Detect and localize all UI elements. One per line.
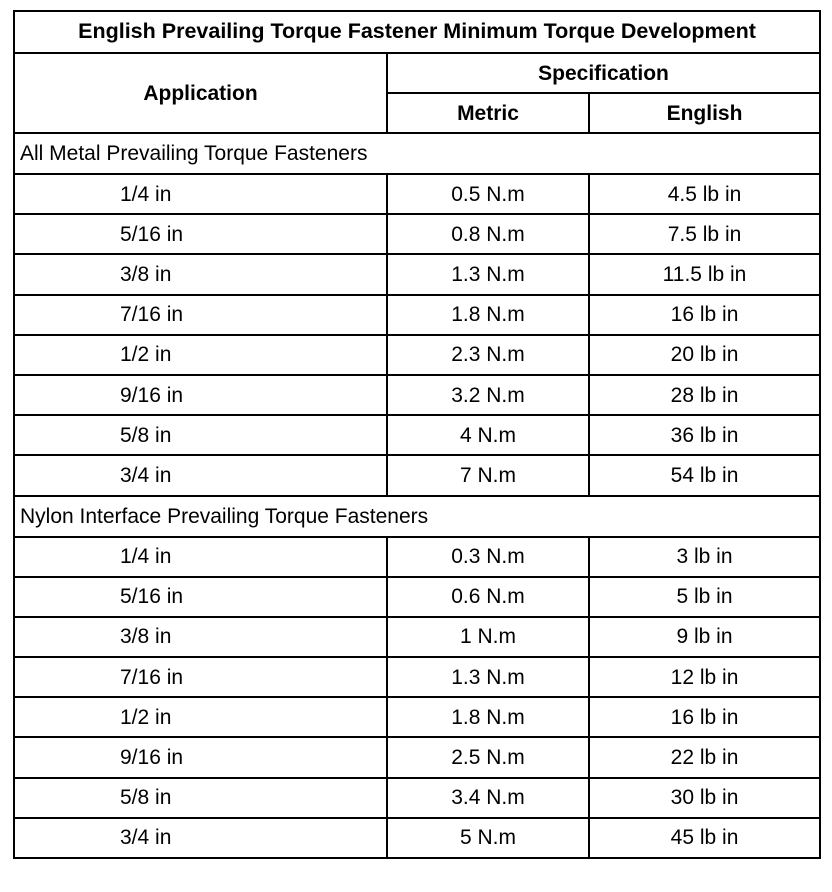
application-cell: 5/8 in [14, 778, 387, 818]
metric-cell: 1.8 N.m [387, 295, 589, 335]
english-cell: 54 lb in [589, 455, 820, 495]
application-cell: 3/4 in [14, 455, 387, 495]
section-row [14, 496, 820, 537]
application-header: Application [14, 53, 387, 133]
application-cell: 1/2 in [14, 335, 387, 375]
application-cell: 9/16 in [14, 375, 387, 415]
english-cell: 28 lb in [589, 375, 820, 415]
metric-cell: 3.2 N.m [387, 375, 589, 415]
metric-cell: 0.6 N.m [387, 577, 589, 617]
metric-cell: 0.8 N.m [387, 214, 589, 254]
application-cell: 1/4 in [14, 174, 387, 214]
torque-table-container [13, 10, 819, 859]
application-cell: 1/4 in [14, 537, 387, 577]
english-cell: 22 lb in [589, 737, 820, 777]
english-cell: 9 lb in [589, 617, 820, 657]
table-row [14, 375, 820, 415]
table-row [14, 617, 820, 657]
table-row [14, 295, 820, 335]
metric-cell: 1 N.m [387, 617, 589, 657]
title-row [14, 11, 820, 53]
metric-cell: 0.3 N.m [387, 537, 589, 577]
metric-cell: 2.5 N.m [387, 737, 589, 777]
metric-cell: 5 N.m [387, 818, 589, 858]
metric-cell: 7 N.m [387, 455, 589, 495]
english-header: English [589, 93, 820, 133]
table-row [14, 778, 820, 818]
specification-header: Specification [387, 53, 820, 93]
table-row [14, 577, 820, 617]
english-cell: 45 lb in [589, 818, 820, 858]
english-cell: 16 lb in [589, 697, 820, 737]
english-cell: 12 lb in [589, 657, 820, 697]
table-row [14, 415, 820, 455]
application-cell: 1/2 in [14, 697, 387, 737]
application-cell: 9/16 in [14, 737, 387, 777]
metric-cell: 1.3 N.m [387, 657, 589, 697]
header-row-top [14, 53, 820, 93]
table-row [14, 737, 820, 777]
application-cell: 7/16 in [14, 295, 387, 335]
table-row [14, 818, 820, 858]
section-row [14, 133, 820, 174]
application-cell: 3/4 in [14, 818, 387, 858]
english-cell: 4.5 lb in [589, 174, 820, 214]
english-cell: 30 lb in [589, 778, 820, 818]
english-cell: 11.5 lb in [589, 254, 820, 294]
table-row [14, 254, 820, 294]
english-cell: 5 lb in [589, 577, 820, 617]
metric-cell: 0.5 N.m [387, 174, 589, 214]
application-cell: 5/16 in [14, 214, 387, 254]
table-row [14, 455, 820, 495]
metric-cell: 2.3 N.m [387, 335, 589, 375]
table-row [14, 335, 820, 375]
table-row [14, 657, 820, 697]
section-label: All Metal Prevailing Torque Fasteners [14, 133, 820, 174]
metric-cell: 1.8 N.m [387, 697, 589, 737]
metric-header: Metric [387, 93, 589, 133]
english-cell: 3 lb in [589, 537, 820, 577]
table-row [14, 537, 820, 577]
section-label: Nylon Interface Prevailing Torque Fasteners [14, 496, 820, 537]
metric-cell: 3.4 N.m [387, 778, 589, 818]
table-title: English Prevailing Torque Fastener Minimum Torque Development [14, 11, 820, 53]
application-cell: 3/8 in [14, 254, 387, 294]
torque-table [13, 10, 821, 859]
application-cell: 5/16 in [14, 577, 387, 617]
english-cell: 7.5 lb in [589, 214, 820, 254]
table-row [14, 214, 820, 254]
table-row [14, 697, 820, 737]
application-cell: 3/8 in [14, 617, 387, 657]
english-cell: 36 lb in [589, 415, 820, 455]
metric-cell: 4 N.m [387, 415, 589, 455]
english-cell: 16 lb in [589, 295, 820, 335]
table-row [14, 174, 820, 214]
english-cell: 20 lb in [589, 335, 820, 375]
application-cell: 7/16 in [14, 657, 387, 697]
application-cell: 5/8 in [14, 415, 387, 455]
metric-cell: 1.3 N.m [387, 254, 589, 294]
